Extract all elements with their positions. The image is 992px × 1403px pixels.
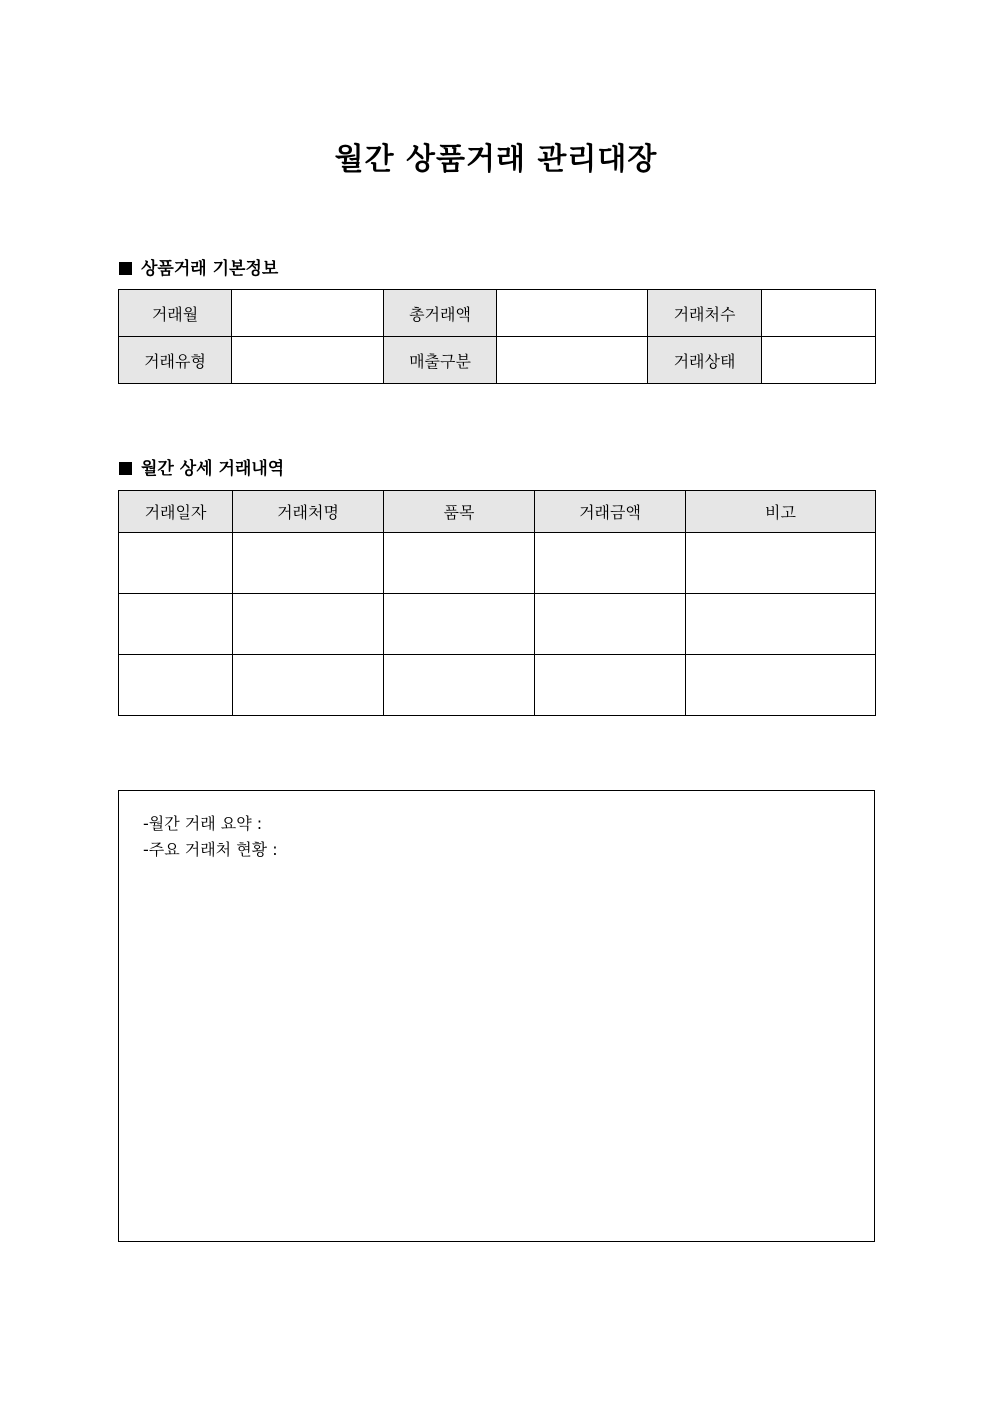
field-transaction-status[interactable] bbox=[762, 337, 876, 384]
table-row bbox=[119, 594, 876, 655]
cell-item[interactable] bbox=[384, 655, 535, 716]
section-heading-basic-info bbox=[119, 254, 278, 279]
cell-remarks[interactable] bbox=[686, 533, 876, 594]
field-sales-category[interactable] bbox=[497, 337, 648, 384]
table-row bbox=[119, 533, 876, 594]
table-row bbox=[119, 290, 876, 337]
cell-date[interactable] bbox=[119, 594, 233, 655]
memo-box[interactable] bbox=[118, 790, 875, 1242]
table-row bbox=[119, 337, 876, 384]
detail-table bbox=[118, 490, 876, 716]
column-header-date: 거래일자 bbox=[119, 491, 233, 533]
basic-info-table bbox=[118, 289, 876, 384]
column-header-partner: 거래처명 bbox=[233, 491, 384, 533]
cell-partner[interactable] bbox=[233, 533, 384, 594]
field-transaction-month[interactable] bbox=[232, 290, 384, 337]
table-header-row bbox=[119, 491, 876, 533]
cell-partner[interactable] bbox=[233, 594, 384, 655]
memo-line-monthly-summary: -월간 거래 요약 : bbox=[143, 814, 263, 833]
field-partner-count[interactable] bbox=[762, 290, 876, 337]
cell-item[interactable] bbox=[384, 533, 535, 594]
cell-remarks[interactable] bbox=[686, 655, 876, 716]
cell-remarks[interactable] bbox=[686, 594, 876, 655]
field-total-amount[interactable] bbox=[497, 290, 648, 337]
section-heading-detail bbox=[119, 454, 284, 479]
cell-amount[interactable] bbox=[535, 655, 686, 716]
label-transaction-type: 거래유형 bbox=[119, 337, 232, 384]
column-header-item: 품목 bbox=[384, 491, 535, 533]
memo-line-major-partners: -주요 거래처 현황 : bbox=[143, 840, 278, 859]
label-partner-count: 거래처수 bbox=[648, 290, 762, 337]
page-title: 월간 상품거래 관리대장 bbox=[334, 142, 658, 177]
cell-date[interactable] bbox=[119, 655, 233, 716]
cell-item[interactable] bbox=[384, 594, 535, 655]
column-header-amount: 거래금액 bbox=[535, 491, 686, 533]
square-bullet-icon bbox=[119, 262, 132, 275]
detail-heading: 월간 상세 거래내역 bbox=[141, 459, 285, 479]
cell-amount[interactable] bbox=[535, 594, 686, 655]
field-transaction-type[interactable] bbox=[232, 337, 384, 384]
cell-date[interactable] bbox=[119, 533, 233, 594]
label-total-amount: 총거래액 bbox=[384, 290, 497, 337]
label-transaction-month: 거래월 bbox=[119, 290, 232, 337]
table-row bbox=[119, 655, 876, 716]
cell-partner[interactable] bbox=[233, 655, 384, 716]
column-header-remarks: 비고 bbox=[686, 491, 876, 533]
label-transaction-status: 거래상태 bbox=[648, 337, 762, 384]
cell-amount[interactable] bbox=[535, 533, 686, 594]
basic-info-heading: 상품거래 기본정보 bbox=[141, 259, 279, 279]
square-bullet-icon bbox=[119, 462, 132, 475]
label-sales-category: 매출구분 bbox=[384, 337, 497, 384]
